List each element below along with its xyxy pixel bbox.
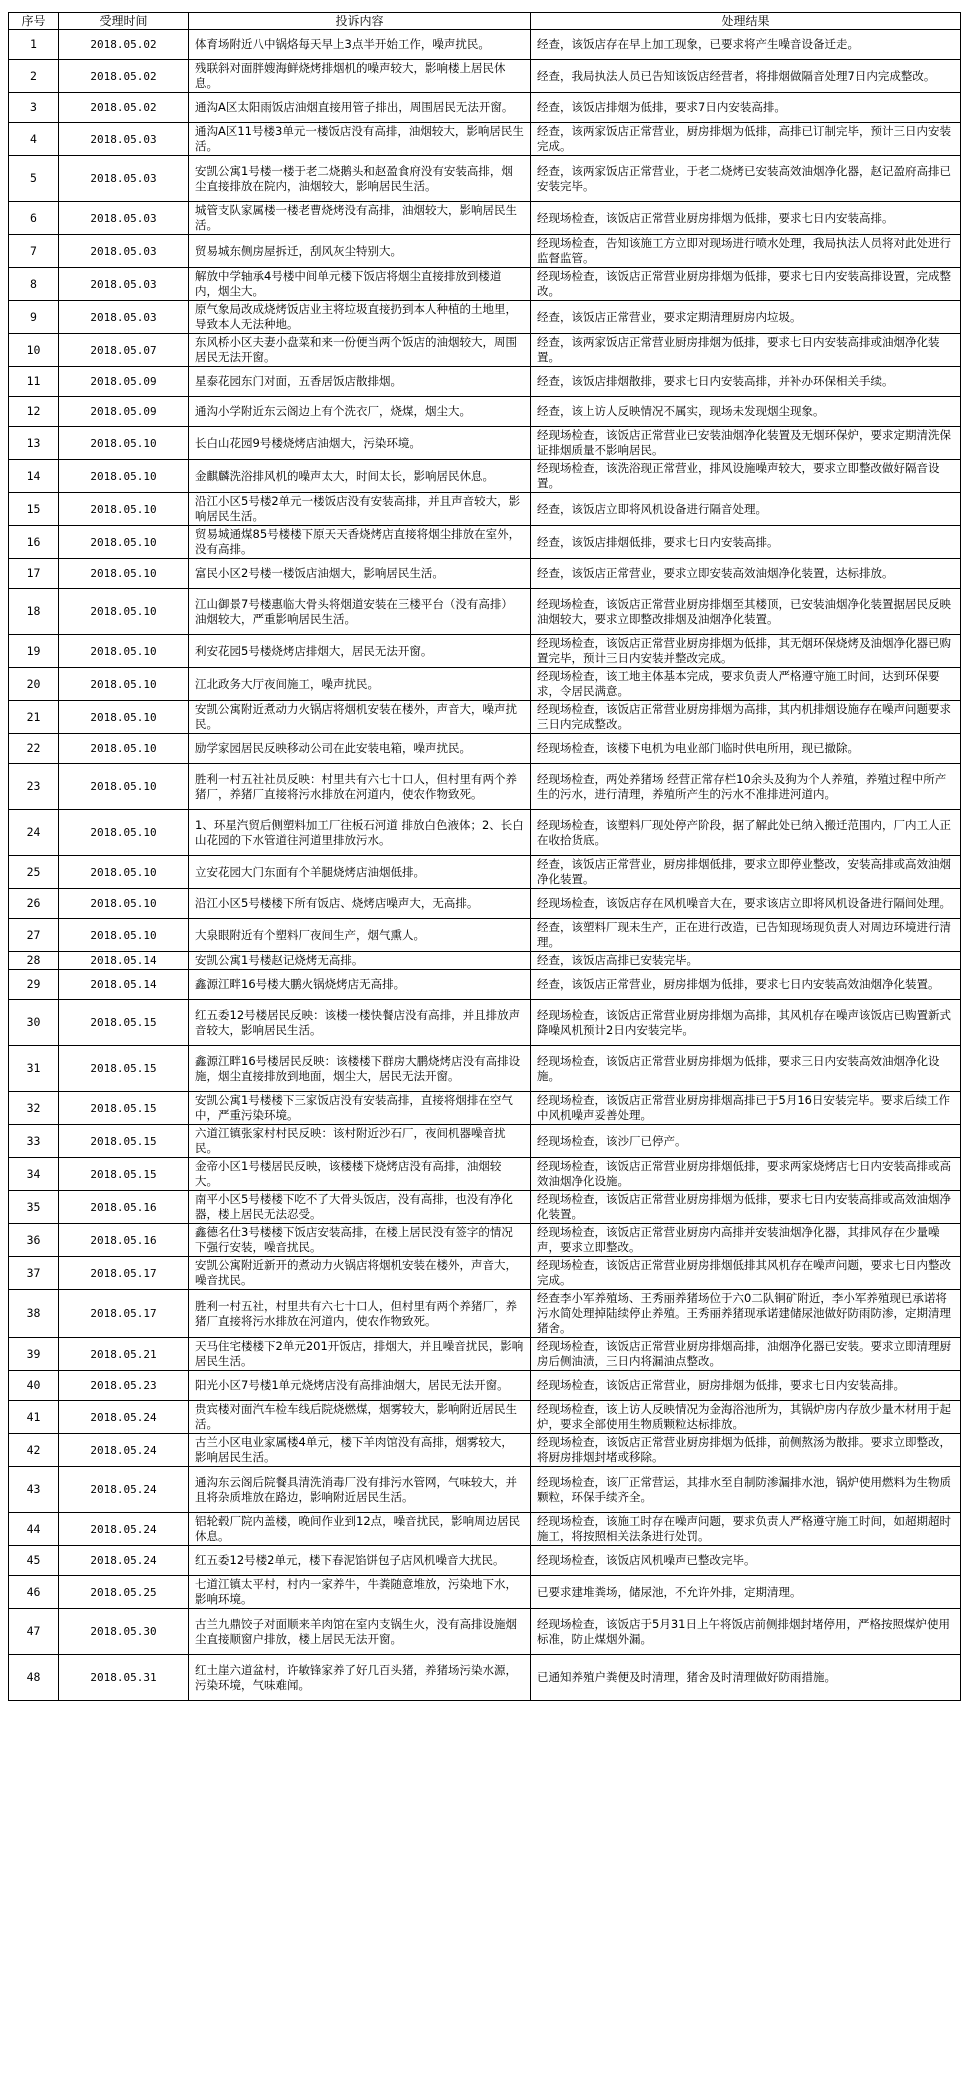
row-result: 经现场检查，该饭店于5月31日上午将饭店前侧排烟封堵停用，严格按照煤炉使用标准，防止煤烟外漏。 <box>531 1609 961 1655</box>
table-row <box>9 1125 961 1158</box>
table-row <box>9 301 961 334</box>
row-result: 经查，该两家饭店正常营业厨房排烟为低排，要求七日内安装高排或油烟净化装置。 <box>531 334 961 367</box>
row-complaint: 沿江小区5号楼楼下所有饭店、烧烤店噪声大，无高排。 <box>189 889 531 919</box>
row-complaint: 鑫德名仕3号楼楼下饭店安装高排，在楼上居民没有签字的情况下强行安装，噪音扰民。 <box>189 1224 531 1257</box>
row-result: 经查，该两家饭店正常营业，厨房排烟为低排，高排已订制完毕，预计三日内安装完成。 <box>531 123 961 156</box>
row-complaint: 胜利一村五社，村里共有六七十口人，但村里有两个养猪厂，养猪厂直接将污水排放在河道内，使农作物致死。 <box>189 1290 531 1338</box>
row-serial-number: 5 <box>9 156 59 202</box>
row-serial-number: 1 <box>9 30 59 60</box>
row-received-date: 2018.05.24 <box>59 1467 189 1513</box>
table-body <box>9 30 961 1701</box>
row-received-date: 2018.05.15 <box>59 1046 189 1092</box>
row-complaint: 六道江镇张家村村民反映：该村附近沙石厂，夜间机器噪音扰民。 <box>189 1125 531 1158</box>
row-complaint: 安凯公寓附近新开的煮动力火锅店将烟机安装在楼外，声音大，噪音扰民。 <box>189 1257 531 1290</box>
row-serial-number: 30 <box>9 1000 59 1046</box>
row-received-date: 2018.05.03 <box>59 268 189 301</box>
row-received-date: 2018.05.31 <box>59 1655 189 1701</box>
row-complaint: 阳光小区7号楼1单元烧烤店没有高排油烟大，居民无法开窗。 <box>189 1371 531 1401</box>
table-row <box>9 1257 961 1290</box>
row-serial-number: 48 <box>9 1655 59 1701</box>
table-row <box>9 1224 961 1257</box>
row-complaint: 通沟东云阁后院餐具清洗消毒厂没有排污水管网，气味较大，并且将杂质堆放在路边，影响附近居民生活。 <box>189 1467 531 1513</box>
row-serial-number: 21 <box>9 701 59 734</box>
row-result: 经现场检查，该饭店正常营业厨房排烟为低排，其无烟环保烧烤及油烟净化器已购置完毕，预计三日内安装并整改完成。 <box>531 635 961 668</box>
row-serial-number: 9 <box>9 301 59 334</box>
row-serial-number: 43 <box>9 1467 59 1513</box>
row-complaint: 星泰花园东门对面，五香居饭店散排烟。 <box>189 367 531 397</box>
row-received-date: 2018.05.02 <box>59 60 189 93</box>
row-result: 经查，该饭店排烟散排，要求七日内安装高排，并补办环保相关手续。 <box>531 367 961 397</box>
row-complaint: 原气象局改成烧烤饭店业主将垃圾直接扔到本人种植的土地里，导致本人无法种地。 <box>189 301 531 334</box>
row-result: 经现场检查，该厂正常营运，其排水至自制防渗漏排水池，锅炉使用燃料为生物质颗粒，环保手续齐全。 <box>531 1467 961 1513</box>
row-serial-number: 40 <box>9 1371 59 1401</box>
row-result: 经现场检查，该饭店正常营业厨房排烟低排，要求两家烧烤店七日内安装高排或高效油烟净化设施。 <box>531 1158 961 1191</box>
row-serial-number: 20 <box>9 668 59 701</box>
row-result: 经现场检查，该洗浴现正常营业，排风设施噪声较大，要求立即整改做好隔音设置。 <box>531 460 961 493</box>
row-received-date: 2018.05.14 <box>59 970 189 1000</box>
row-complaint: 胜利一村五社社员反映：村里共有六七十口人，但村里有两个养猪厂，养猪厂直接将污水排放在河道内，使农作物致死。 <box>189 764 531 810</box>
row-complaint: 安凯公寓附近煮动力火锅店将烟机安装在楼外，声音大，噪声扰民。 <box>189 701 531 734</box>
row-complaint: 利安花园5号楼烧烤店排烟大，居民无法开窗。 <box>189 635 531 668</box>
row-complaint: 体育场附近八中锅烙每天早上3点半开始工作，噪声扰民。 <box>189 30 531 60</box>
row-received-date: 2018.05.10 <box>59 460 189 493</box>
row-received-date: 2018.05.30 <box>59 1609 189 1655</box>
row-serial-number: 45 <box>9 1546 59 1576</box>
row-serial-number: 2 <box>9 60 59 93</box>
row-received-date: 2018.05.10 <box>59 559 189 589</box>
row-result: 已通知养殖户粪便及时清理，猪舍及时清理做好防雨措施。 <box>531 1655 961 1701</box>
row-result: 经查，该两家饭店正常营业，于老二烧烤已安装高效油烟净化器，赵记盈府高排已安装完毕。 <box>531 156 961 202</box>
row-received-date: 2018.05.10 <box>59 919 189 952</box>
row-serial-number: 18 <box>9 589 59 635</box>
table-header-row <box>9 13 961 30</box>
row-result: 经现场检查，告知该施工方立即对现场进行喷水处理，我局执法人员将对此处进行监督监管。 <box>531 235 961 268</box>
row-received-date: 2018.05.24 <box>59 1401 189 1434</box>
table-row <box>9 559 961 589</box>
table-row <box>9 1290 961 1338</box>
row-received-date: 2018.05.23 <box>59 1371 189 1401</box>
row-result: 经现场检查，该饭店正常营业，厨房排烟为低排，要求七日内安装高排。 <box>531 1371 961 1401</box>
row-received-date: 2018.05.03 <box>59 235 189 268</box>
row-serial-number: 3 <box>9 93 59 123</box>
table-row <box>9 1434 961 1467</box>
table-row <box>9 397 961 427</box>
row-received-date: 2018.05.03 <box>59 123 189 156</box>
row-complaint: 红五委12号楼居民反映：该楼一楼快餐店没有高排，并且排放声音较大，影响居民生活。 <box>189 1000 531 1046</box>
row-received-date: 2018.05.10 <box>59 889 189 919</box>
row-serial-number: 37 <box>9 1257 59 1290</box>
table-row <box>9 493 961 526</box>
row-received-date: 2018.05.10 <box>59 764 189 810</box>
table-row <box>9 156 961 202</box>
row-result: 经现场检查，该工地主体基本完成，要求负责人严格遵守施工时间，达到环保要求，令居民满意。 <box>531 668 961 701</box>
row-complaint: 东风桥小区夫妻小盘菜和来一份便当两个饭店的油烟较大，周围居民无法开窗。 <box>189 334 531 367</box>
row-complaint: 安凯公寓1号楼一楼于老二烧鹅头和赵盈食府没有安装高排，烟尘直接排放在院内，油烟较大，影响居民生活。 <box>189 156 531 202</box>
row-serial-number: 41 <box>9 1401 59 1434</box>
row-complaint: 鑫源江畔16号楼居民反映：该楼楼下群房大鹏烧烤店没有高排设施，烟尘直接排放到地面，烟尘大，居民无法开窗。 <box>189 1046 531 1092</box>
row-complaint: 残联斜对面胖嫂海鲜烧烤排烟机的噪声较大，影响楼上居民休息。 <box>189 60 531 93</box>
row-result: 经现场检查，该饭店正常营业厨房排烟为低排，要求七日内安装高排。 <box>531 202 961 235</box>
row-complaint: 安凯公寓1号楼赵记烧烤无高排。 <box>189 952 531 970</box>
row-serial-number: 10 <box>9 334 59 367</box>
row-complaint: 1、环星汽贸后侧塑料加工厂往板石河道 排放白色液体；2、长白山花园的下水管道往河道里排放污水。 <box>189 810 531 856</box>
row-received-date: 2018.05.16 <box>59 1191 189 1224</box>
row-complaint: 通沟A区太阳雨饭店油烟直接用管子排出，周围居民无法开窗。 <box>189 93 531 123</box>
row-complaint: 古兰九鼎饺子对面顺来羊肉馆在室内支锅生火，没有高排设施烟尘直接顺窗户排放，楼上居民无法开窗。 <box>189 1609 531 1655</box>
row-complaint: 金麒麟洗浴排风机的噪声太大，时间太长，影响居民休息。 <box>189 460 531 493</box>
table-row <box>9 701 961 734</box>
row-result: 经现场检查，该饭店正常营业厨房排烟高排，油烟净化器已安装。要求立即清理厨房后侧油渍，三日内将漏油点整改。 <box>531 1338 961 1371</box>
row-complaint: 铝轮毂厂院内盖楼，晚间作业到12点，噪音扰民，影响周边居民休息。 <box>189 1513 531 1546</box>
table-row <box>9 460 961 493</box>
row-received-date: 2018.05.10 <box>59 526 189 559</box>
table-row <box>9 1000 961 1046</box>
row-result: 已要求建堆粪场，储尿池，不允许外排，定期清理。 <box>531 1576 961 1609</box>
row-received-date: 2018.05.15 <box>59 1000 189 1046</box>
table-row <box>9 734 961 764</box>
row-result: 经现场检查，该饭店正常营业厨房排烟低排其风机存在噪声问题，要求七日内整改完成。 <box>531 1257 961 1290</box>
table-row <box>9 1401 961 1434</box>
row-serial-number: 17 <box>9 559 59 589</box>
row-serial-number: 36 <box>9 1224 59 1257</box>
row-received-date: 2018.05.14 <box>59 952 189 970</box>
table-row <box>9 635 961 668</box>
row-serial-number: 22 <box>9 734 59 764</box>
table-row <box>9 810 961 856</box>
row-result: 经现场检查，两处养猪场 经营正常存栏10余头及狗为个人养殖，养殖过程中所产生的污水，进行清理，养殖所产生的污水不准排进河道内。 <box>531 764 961 810</box>
row-result: 经查，我局执法人员已告知该饭店经营者，将排烟做隔音处理7日内完成整改。 <box>531 60 961 93</box>
table-row <box>9 123 961 156</box>
table-row <box>9 202 961 235</box>
row-serial-number: 44 <box>9 1513 59 1546</box>
row-complaint: 贵宾楼对面汽车检车线后院烧燃煤，烟雾较大，影响附近居民生活。 <box>189 1401 531 1434</box>
row-received-date: 2018.05.03 <box>59 156 189 202</box>
row-serial-number: 15 <box>9 493 59 526</box>
row-result: 经现场检查，该饭店正常营业厨房排烟为高排，其风机存在噪声该饭店已购置新式降噪风机预计2日内安装完毕。 <box>531 1000 961 1046</box>
table-row <box>9 1158 961 1191</box>
header-serial-number: 序号 <box>9 13 59 30</box>
row-result: 经查，该饭店存在早上加工现象，已要求将产生噪音设备迁走。 <box>531 30 961 60</box>
row-received-date: 2018.05.17 <box>59 1257 189 1290</box>
row-result: 经现场检查，该饭店正常营业厨房排烟为低排，要求七日内安装高排设置，完成整改。 <box>531 268 961 301</box>
row-serial-number: 14 <box>9 460 59 493</box>
row-complaint: 长白山花园9号楼烧烤店油烟大，污染环境。 <box>189 427 531 460</box>
row-received-date: 2018.05.07 <box>59 334 189 367</box>
table-row <box>9 1655 961 1701</box>
row-result: 经查，该饭店排烟低排，要求七日内安装高排。 <box>531 526 961 559</box>
row-result: 经现场检查，该饭店正常营业厨房内高排并安装油烟净化器，其排风存在少量噪声，要求立即整改。 <box>531 1224 961 1257</box>
row-received-date: 2018.05.09 <box>59 397 189 427</box>
row-result: 经现场检查，该饭店正常营业厨房排烟为低排，前侧熬汤为散排。要求立即整改，将厨房排烟封堵或移除。 <box>531 1434 961 1467</box>
row-serial-number: 7 <box>9 235 59 268</box>
row-received-date: 2018.05.10 <box>59 427 189 460</box>
row-complaint: 鑫源江畔16号楼大鹏火锅烧烤店无高排。 <box>189 970 531 1000</box>
row-received-date: 2018.05.25 <box>59 1576 189 1609</box>
table-row <box>9 526 961 559</box>
row-result: 经查，该饭店高排已安装完毕。 <box>531 952 961 970</box>
row-received-date: 2018.05.24 <box>59 1513 189 1546</box>
table-row <box>9 1609 961 1655</box>
table-row <box>9 1467 961 1513</box>
row-serial-number: 31 <box>9 1046 59 1092</box>
row-result: 经现场检查，该饭店正常营业厨房排烟为低排，要求七日内安装高排或高效油烟净化装置。 <box>531 1191 961 1224</box>
row-complaint: 通沟A区11号楼3单元一楼饭店没有高排，油烟较大，影响居民生活。 <box>189 123 531 156</box>
table-row <box>9 1371 961 1401</box>
row-received-date: 2018.05.17 <box>59 1290 189 1338</box>
row-serial-number: 39 <box>9 1338 59 1371</box>
row-complaint: 沿江小区5号楼2单元一楼饭店没有安装高排，并且声音较大，影响居民生活。 <box>189 493 531 526</box>
row-serial-number: 26 <box>9 889 59 919</box>
row-complaint: 天马住宅楼楼下2单元201开饭店，排烟大，并且噪音扰民，影响居民生活。 <box>189 1338 531 1371</box>
row-complaint: 解放中学轴承4号楼中间单元楼下饭店将烟尘直接排放到楼道内，烟尘大。 <box>189 268 531 301</box>
row-serial-number: 46 <box>9 1576 59 1609</box>
row-result: 经现场检查，该施工时存在噪声问题，要求负责人严格遵守施工时间，如超期超时施工，将按照相关法条进行处罚。 <box>531 1513 961 1546</box>
row-result: 经现场检查，该饭店风机噪声已整改完毕。 <box>531 1546 961 1576</box>
complaint-table <box>8 12 961 1701</box>
row-serial-number: 8 <box>9 268 59 301</box>
table-row <box>9 1046 961 1092</box>
row-result: 经查，该饭店正常营业，厨房排烟为低排，要求七日内安装高效油烟净化装置。 <box>531 970 961 1000</box>
table-row <box>9 334 961 367</box>
row-result: 经现场检查，该饭店存在风机噪音大在，要求该店立即将风机设备进行隔间处理。 <box>531 889 961 919</box>
row-serial-number: 27 <box>9 919 59 952</box>
row-received-date: 2018.05.15 <box>59 1092 189 1125</box>
row-result: 经查，该饭店立即将风机设备进行隔音处理。 <box>531 493 961 526</box>
table-row <box>9 919 961 952</box>
table-row <box>9 1092 961 1125</box>
table-row <box>9 93 961 123</box>
row-complaint: 安凯公寓1号楼楼下三家饭店没有安装高排，直接将烟排在空气中，严重污染环境。 <box>189 1092 531 1125</box>
row-result: 经现场检查，该沙厂已停产。 <box>531 1125 961 1158</box>
row-serial-number: 47 <box>9 1609 59 1655</box>
row-serial-number: 23 <box>9 764 59 810</box>
row-serial-number: 42 <box>9 1434 59 1467</box>
row-serial-number: 32 <box>9 1092 59 1125</box>
row-result: 经现场检查，该饭店正常营业厨房排烟为低排，要求三日内安装高效油烟净化设施。 <box>531 1046 961 1092</box>
row-complaint: 金帝小区1号楼居民反映，该楼楼下烧烤店没有高排，油烟较大。 <box>189 1158 531 1191</box>
row-serial-number: 24 <box>9 810 59 856</box>
table-row <box>9 1338 961 1371</box>
row-result: 经查，该饭店排烟为低排，要求7日内安装高排。 <box>531 93 961 123</box>
row-received-date: 2018.05.02 <box>59 30 189 60</box>
row-result: 经现场检查，该饭店正常营业厨房排烟为高排，其内机排烟设施存在噪声问题要求三日内完成整改。 <box>531 701 961 734</box>
row-result: 经查李小军养殖场、王秀丽养猪场位于六0二队铜矿附近，李小军养殖现已承诺将污水简处理掉陆续停止养殖。王秀丽养猪现承诺建储尿池做好防雨防渗，定期清理猪舍。 <box>531 1290 961 1338</box>
row-serial-number: 11 <box>9 367 59 397</box>
row-complaint: 贸易城东侧房屋拆迁，刮风灰尘特别大。 <box>189 235 531 268</box>
row-result: 经查，该饭店正常营业，要求立即安装高效油烟净化装置，达标排放。 <box>531 559 961 589</box>
row-result: 经查，该饭店正常营业，厨房排烟低排，要求立即停业整改，安装高排或高效油烟净化装置。 <box>531 856 961 889</box>
row-result: 经现场检查，该饭店正常营业厨房排烟至其楼顶，已安装油烟净化装置据居民反映油烟较大，要求立即整改排烟及油烟净化装置。 <box>531 589 961 635</box>
table-row <box>9 970 961 1000</box>
row-complaint: 富民小区2号楼一楼饭店油烟大，影响居民生活。 <box>189 559 531 589</box>
row-serial-number: 19 <box>9 635 59 668</box>
row-serial-number: 4 <box>9 123 59 156</box>
row-received-date: 2018.05.21 <box>59 1338 189 1371</box>
table-row <box>9 268 961 301</box>
row-complaint: 城管支队家属楼一楼老曹烧烤没有高排，油烟较大，影响居民生活。 <box>189 202 531 235</box>
row-received-date: 2018.05.03 <box>59 202 189 235</box>
row-received-date: 2018.05.10 <box>59 668 189 701</box>
header-complaint: 投诉内容 <box>189 13 531 30</box>
table-row <box>9 1513 961 1546</box>
row-received-date: 2018.05.10 <box>59 589 189 635</box>
row-result: 经查，该上访人反映情况不属实，现场未发现烟尘现象。 <box>531 397 961 427</box>
row-received-date: 2018.05.10 <box>59 701 189 734</box>
row-complaint: 励学家园居民反映移动公司在此安装电箱，噪声扰民。 <box>189 734 531 764</box>
row-complaint: 通沟小学附近东云阁边上有个洗衣厂，烧煤，烟尘大。 <box>189 397 531 427</box>
table-row <box>9 235 961 268</box>
row-result: 经现场检查，该上访人反映情况为金海浴池所为，其锅炉房内存放少量木材用于起炉，要求全部使用生物质颗粒达标排放。 <box>531 1401 961 1434</box>
row-received-date: 2018.05.10 <box>59 635 189 668</box>
table-row <box>9 367 961 397</box>
header-result: 处理结果 <box>531 13 961 30</box>
row-received-date: 2018.05.03 <box>59 301 189 334</box>
table-row <box>9 856 961 889</box>
row-complaint: 红五委12号楼2单元，楼下春泥馅饼包子店风机噪音大扰民。 <box>189 1546 531 1576</box>
row-serial-number: 13 <box>9 427 59 460</box>
row-received-date: 2018.05.10 <box>59 810 189 856</box>
row-received-date: 2018.05.15 <box>59 1125 189 1158</box>
row-complaint: 南平小区5号楼楼下吃不了大骨头饭店，没有高排，也没有净化器，楼上居民无法忍受。 <box>189 1191 531 1224</box>
table-row <box>9 589 961 635</box>
table-row <box>9 30 961 60</box>
header-received-date: 受理时间 <box>59 13 189 30</box>
row-received-date: 2018.05.10 <box>59 734 189 764</box>
row-complaint: 立安花园大门东面有个羊腿烧烤店油烟低排。 <box>189 856 531 889</box>
row-complaint: 红土崖六道盆村，许敏锋家养了好几百头猪，养猪场污染水源，污染环境，气味难闻。 <box>189 1655 531 1701</box>
table-row <box>9 889 961 919</box>
row-serial-number: 16 <box>9 526 59 559</box>
row-received-date: 2018.05.10 <box>59 856 189 889</box>
row-result: 经查，该塑料厂现未生产，正在进行改造，已告知现场现负责人对周边环境进行清理。 <box>531 919 961 952</box>
row-received-date: 2018.05.02 <box>59 93 189 123</box>
row-received-date: 2018.05.16 <box>59 1224 189 1257</box>
row-result: 经现场检查，该饭店正常营业厨房排烟高排已于5月16日安装完毕。要求后续工作中风机噪声妥善处理。 <box>531 1092 961 1125</box>
row-received-date: 2018.05.10 <box>59 493 189 526</box>
row-complaint: 古兰小区电业家属楼4单元，楼下羊肉馆没有高排，烟雾较大，影响居民生活。 <box>189 1434 531 1467</box>
row-received-date: 2018.05.24 <box>59 1434 189 1467</box>
row-serial-number: 35 <box>9 1191 59 1224</box>
row-serial-number: 6 <box>9 202 59 235</box>
row-result: 经现场检查，该饭店正常营业已安装油烟净化装置及无烟环保炉，要求定期清洗保证排烟质量不影响居民。 <box>531 427 961 460</box>
row-serial-number: 34 <box>9 1158 59 1191</box>
table-row <box>9 427 961 460</box>
row-serial-number: 29 <box>9 970 59 1000</box>
table-row <box>9 764 961 810</box>
row-complaint: 江山御景7号楼惠临大骨头将烟道安装在三楼平台（没有高排）油烟较大，严重影响居民生活。 <box>189 589 531 635</box>
row-complaint: 江北政务大厅夜间施工，噪声扰民。 <box>189 668 531 701</box>
row-received-date: 2018.05.09 <box>59 367 189 397</box>
row-serial-number: 25 <box>9 856 59 889</box>
table-row <box>9 952 961 970</box>
row-complaint: 七道江镇太平村，村内一家养牛，牛粪随意堆放，污染地下水，影响环境。 <box>189 1576 531 1609</box>
row-complaint: 大泉眼附近有个塑料厂夜间生产，烟气熏人。 <box>189 919 531 952</box>
table-row <box>9 1576 961 1609</box>
table-row <box>9 668 961 701</box>
row-result: 经查，该饭店正常营业，要求定期清理厨房内垃圾。 <box>531 301 961 334</box>
row-received-date: 2018.05.15 <box>59 1158 189 1191</box>
row-serial-number: 28 <box>9 952 59 970</box>
row-received-date: 2018.05.24 <box>59 1546 189 1576</box>
row-complaint: 贸易城通煤85号楼楼下原天天香烧烤店直接将烟尘排放在室外，没有高排。 <box>189 526 531 559</box>
row-serial-number: 12 <box>9 397 59 427</box>
row-result: 经现场检查，该楼下电机为电业部门临时供电所用，现已撤除。 <box>531 734 961 764</box>
row-serial-number: 33 <box>9 1125 59 1158</box>
table-row <box>9 60 961 93</box>
row-result: 经现场检查，该塑料厂现处停产阶段，据了解此处已纳入搬迁范围内，厂内工人正在收拾货底。 <box>531 810 961 856</box>
table-row <box>9 1191 961 1224</box>
table-row <box>9 1546 961 1576</box>
row-serial-number: 38 <box>9 1290 59 1338</box>
